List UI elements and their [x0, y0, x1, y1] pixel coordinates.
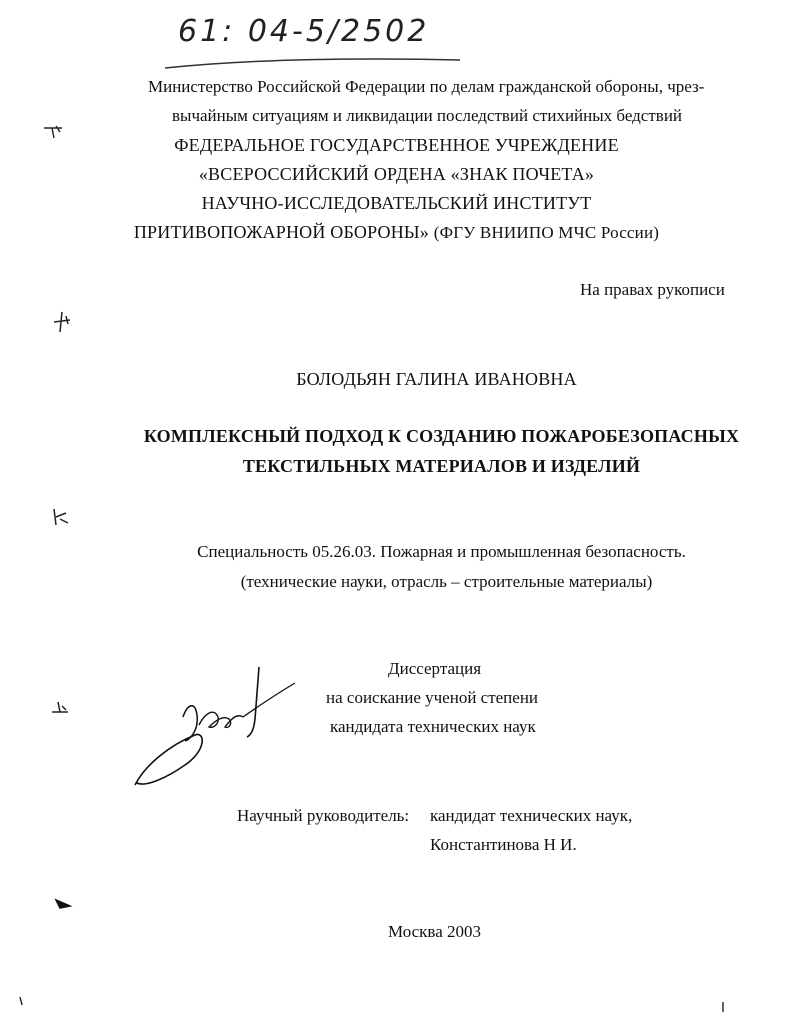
margin-mark-6	[16, 995, 26, 1007]
dissertation-label: Диссертация	[388, 659, 482, 678]
institution-line-4-caps: ПРИТИВОПОЖАРНОЙ ОБОРОНЫ»	[133, 222, 429, 242]
degree-name: кандидата технических наук	[330, 717, 536, 736]
specialty-note: (технические науки, отрасль – строительные материалы)	[240, 572, 653, 591]
institution-line-3: НАУЧНО-ИССЛЕДОВАТЕЛЬСКИЙ ИНСТИТУТ	[201, 193, 592, 213]
dissertation-title-line-1: КОМПЛЕКСНЫЙ ПОДХОД К СОЗДАНИЮ ПОЖАРОБЕЗОПАСНЫХ	[143, 426, 740, 446]
margin-mark-3	[48, 505, 72, 529]
supervisor-label: Научный руководитель:	[237, 806, 410, 825]
institution-line-4-tail: (ФГУ ВНИИПО МЧС России)	[433, 223, 660, 242]
margin-mark-2	[50, 310, 74, 334]
ministry-line-1: Министерство Российской Федерации по делам гражданской обороны, чрез-	[148, 77, 705, 96]
archive-number: 61: 04-5/2502	[178, 14, 430, 49]
institution-line-4	[0, 221, 793, 244]
institution-line-2: «ВСЕРОССИЙСКИЙ ОРДЕНА «ЗНАК ПОЧЕТА»	[198, 164, 595, 184]
institution-line-1: ФЕДЕРАЛЬНОЕ ГОСУДАРСТВЕННОЕ УЧРЕЖДЕНИЕ	[174, 135, 619, 155]
supervisor-degree: кандидат технических наук,	[430, 806, 633, 825]
supervisor-name: Константинова Н И.	[430, 835, 577, 854]
dissertation-title-line-2: ТЕКСТИЛЬНЫХ МАТЕРИАЛОВ И ИЗДЕЛИЙ	[242, 456, 641, 476]
ministry-line-2: вычайным ситуациям и ликвидации последствий стихийных бедствий	[172, 106, 683, 125]
margin-mark-7	[718, 1000, 728, 1014]
author-name: БОЛОДЬЯН ГАЛИНА ИВАНОВНА	[296, 369, 577, 389]
city-year: Москва 2003	[388, 922, 482, 941]
archive-number-underline	[160, 48, 520, 78]
margin-mark-1	[42, 122, 66, 142]
specialty: Специальность 05.26.03. Пожарная и промышленная безопасность.	[197, 542, 686, 561]
author-signature	[125, 655, 325, 805]
margin-mark-4	[48, 698, 72, 718]
degree-purpose: на соискание ученой степени	[326, 688, 539, 707]
margin-mark-5	[54, 896, 74, 912]
manuscript-note: На правах рукописи	[580, 280, 725, 299]
